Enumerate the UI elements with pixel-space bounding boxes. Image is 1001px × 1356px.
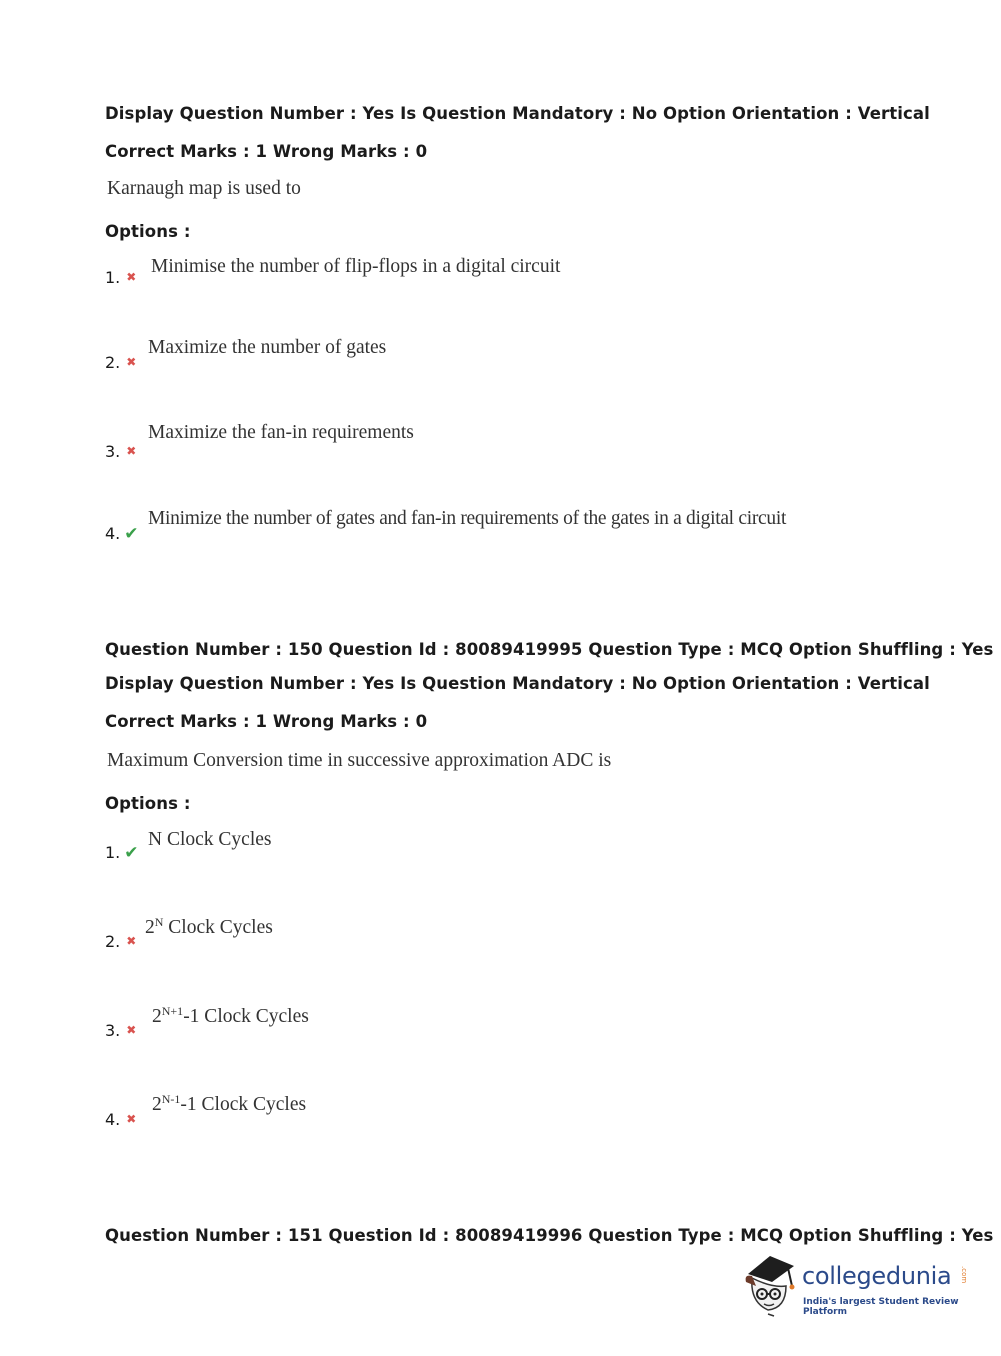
q150-meta-marks: Correct Marks : 1 Wrong Marks : 0 [105, 712, 428, 731]
q1-option-1-number: 1. ✖ [105, 268, 137, 287]
q1-option-1-text: Minimise the number of flip-flops in a digital circuit [151, 256, 561, 277]
q150-option-1-text: N Clock Cycles [148, 829, 272, 850]
q1-options-label: Options : [105, 222, 191, 241]
cross-icon: ✖ [126, 934, 137, 948]
collegedunia-logo[interactable] [742, 1252, 972, 1322]
q150-option-2-number: 2. ✖ [105, 932, 137, 951]
mascot-icon [742, 1252, 798, 1318]
q1-meta-display: Display Question Number : Yes Is Question Mandatory : No Option Orientation : Vertical [105, 104, 930, 123]
q1-option-3-number: 3. ✖ [105, 442, 137, 461]
logo-wordmark: collegedunia [802, 1262, 952, 1290]
cross-icon: ✖ [126, 355, 137, 369]
q150-option-3-text: $2^{N+1}-1$ Clock Cycles [152, 1004, 309, 1027]
check-icon: ✔ [124, 843, 139, 863]
q1-option-4-number: 4. ✔ [105, 524, 139, 544]
q150-meta-display: Display Question Number : Yes Is Question Mandatory : No Option Orientation : Vertical [105, 674, 930, 693]
q150-option-4-number: 4. ✖ [105, 1110, 137, 1129]
q150-option-2-text: $2^N$ Clock Cycles [145, 915, 273, 938]
q1-option-2-number: 2. ✖ [105, 353, 137, 372]
cross-icon: ✖ [126, 1112, 137, 1126]
q1-option-2-text: Maximize the number of gates [148, 337, 387, 358]
check-icon: ✔ [124, 524, 139, 544]
q1-option-3-text: Maximize the fan-in requirements [148, 422, 414, 443]
q150-question-text: Maximum Conversion time in successive approximation ADC is [107, 750, 612, 771]
q150-option-3-number: 3. ✖ [105, 1021, 137, 1040]
q1-option-4-text: Minimize the number of gates and fan-in requirements of the gates in a digital circuit [148, 508, 787, 529]
q1-question-text: Karnaugh map is used to [107, 178, 301, 199]
q1-meta-marks: Correct Marks : 1 Wrong Marks : 0 [105, 142, 428, 161]
q150-option-1-number: 1. ✔ [105, 843, 139, 863]
logo-suffix: .com [960, 1266, 968, 1284]
q150-option-4-text: $2^{N-1}-1$ Clock Cycles [152, 1092, 307, 1115]
q151-meta-header: Question Number : 151 Question Id : 80089419996 Question Type : MCQ Option Shuffling : Yes [105, 1226, 994, 1245]
q150-meta-header: Question Number : 150 Question Id : 80089419995 Question Type : MCQ Option Shuffling : Yes [105, 640, 994, 659]
cross-icon: ✖ [126, 1023, 137, 1037]
q150-options-label: Options : [105, 794, 191, 813]
cross-icon: ✖ [126, 270, 137, 284]
cross-icon: ✖ [126, 444, 137, 458]
logo-tagline: India's largest Student Review Platform [803, 1297, 959, 1317]
